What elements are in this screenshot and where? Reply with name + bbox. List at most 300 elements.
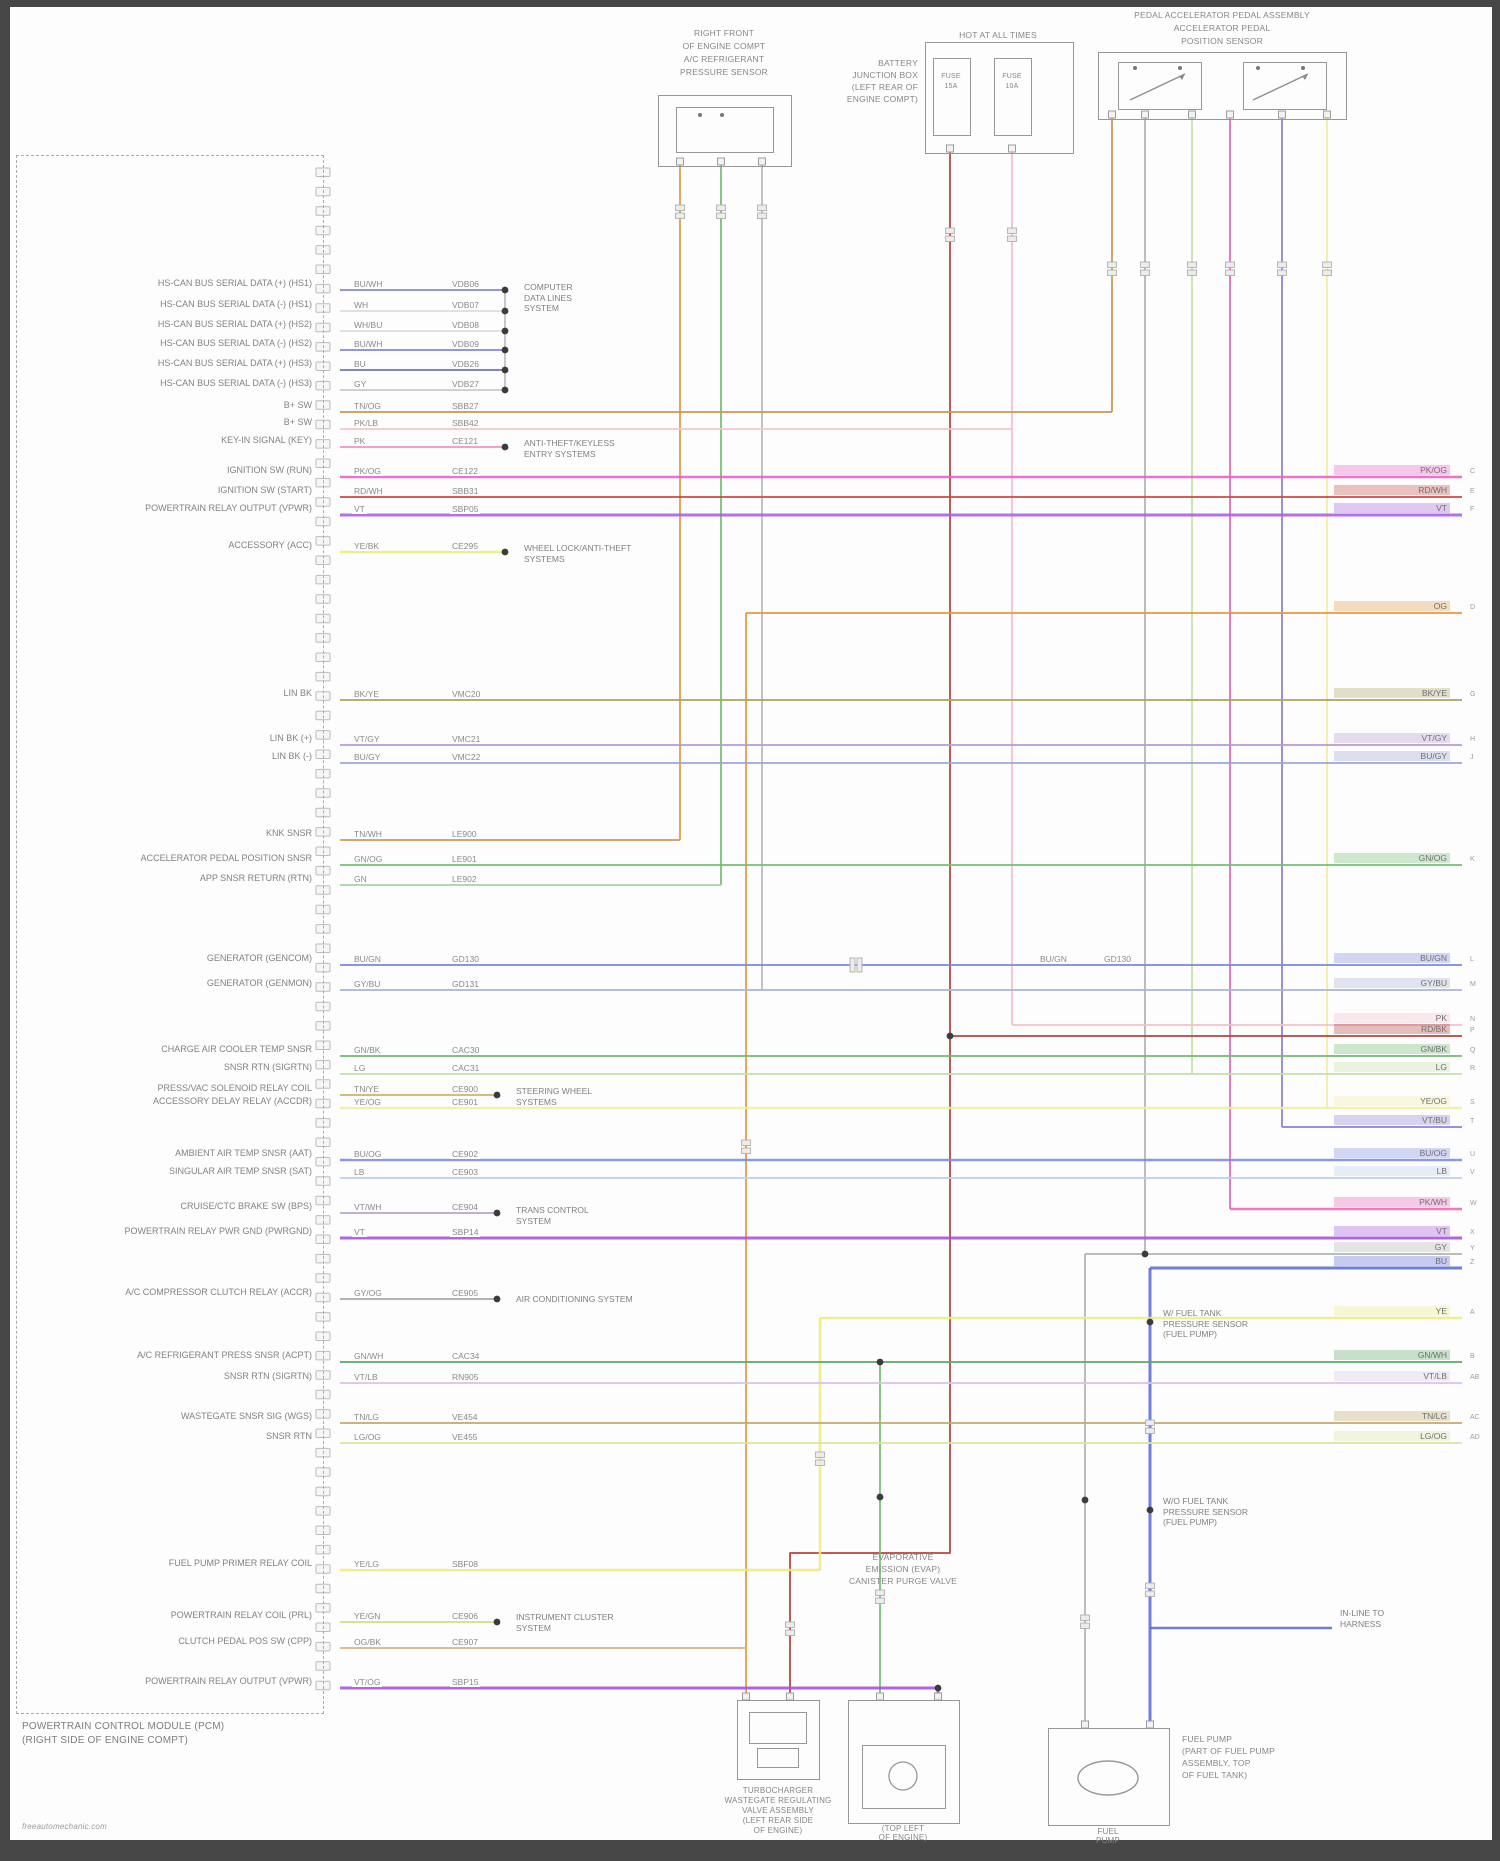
pcm-pin-label: A/C REFRIGERANT PRESS SNSR (ACPT) (137, 1350, 312, 1360)
circuit-number: GD131 (452, 979, 479, 989)
inline-connector (742, 1140, 751, 1146)
circuit-number: LE901 (452, 854, 477, 864)
inline-connector (742, 1148, 751, 1154)
pcm-pin-label: POWERTRAIN RELAY OUTPUT (VPWR) (145, 1676, 312, 1686)
app-sensor-title: ACCELERATOR PEDAL (1173, 23, 1271, 33)
circuit-number: SBB27 (452, 401, 479, 411)
circuit-number: CE907 (452, 1637, 478, 1647)
component-pin (743, 1693, 750, 1700)
connector-pin-letter: D (1470, 604, 1476, 611)
hot-at-all-times-banner: HOT AT ALL TIMES (956, 30, 1040, 41)
inline-connector (1081, 1615, 1090, 1621)
system-note: SYSTEM (516, 1622, 551, 1633)
wire-color-code: BU (354, 359, 366, 369)
pcm-pin-label: CLUTCH PEDAL POS SW (CPP) (178, 1636, 312, 1646)
ac-pressure-sensor-title: A/C REFRIGERANT (683, 54, 765, 64)
pcm-pin-label: IGNITION SW (RUN) (227, 465, 312, 475)
connector-pin-letter: L (1470, 956, 1474, 963)
inline-connector (1081, 1623, 1090, 1629)
wire-color-code: TN/OG (354, 401, 381, 411)
inline-connector (1146, 1428, 1155, 1434)
junction-dot (1082, 1497, 1089, 1504)
wire-color-code: TN/LG (354, 1412, 380, 1422)
wastegate-valve-inner (749, 1712, 807, 1744)
connector-pin-letter: K (1470, 856, 1475, 863)
junction-dot (502, 308, 509, 315)
circuit-number: CE901 (452, 1097, 478, 1107)
inline-connector (1008, 228, 1017, 234)
circuit-number: LE900 (452, 829, 477, 839)
circuit-number: VDB08 (452, 320, 479, 330)
fuel-pump-note: OF FUEL TANK) (1182, 1770, 1248, 1780)
circuit-number: VDB26 (452, 359, 479, 369)
wire-color-code: VT/WH (354, 1202, 382, 1212)
connector-pin-letter: Q (1470, 1047, 1476, 1054)
wire-color-code: BU/GN (1040, 954, 1067, 964)
fuse-box-label: JUNCTION BOX (852, 70, 918, 80)
fuse-2-label: 10A (1005, 83, 1019, 90)
connector-pin-letter: C (1470, 468, 1476, 475)
wire-color-code: PK (354, 436, 366, 446)
wastegate-label: VALVE ASSEMBLY (742, 1806, 814, 1815)
app-sensor-pot-1 (1118, 62, 1202, 110)
component-pin (1082, 1721, 1089, 1728)
inline-connector (857, 958, 862, 972)
pcm-pin-label: HS-CAN BUS SERIAL DATA (-) (HS3) (160, 378, 312, 388)
fuel-pump-note: ASSEMBLY, TOP (1182, 1758, 1251, 1768)
circuit-number: VMC20 (452, 689, 481, 699)
connector-pin-letter: A (1470, 1309, 1475, 1316)
connector-pin-letter: U (1470, 1151, 1476, 1158)
junction-dot (494, 1092, 501, 1099)
wire-color-code-right: VT/LB (1334, 1371, 1450, 1381)
pcm-pin-label: HS-CAN BUS SERIAL DATA (-) (HS2) (160, 338, 312, 348)
wire-color-code: YE/OG (354, 1097, 381, 1107)
junction-dot (502, 287, 509, 294)
circuit-number: CE295 (452, 541, 478, 551)
inline-connector (758, 213, 767, 219)
purge-valve-label: EMISSION (EVAP) (865, 1564, 941, 1574)
junction-dot (494, 1210, 501, 1217)
wire-color-code: BU/GY (354, 752, 381, 762)
connector-pin-letter: G (1470, 691, 1476, 698)
system-note: PRESSURE SENSOR (1163, 1506, 1249, 1517)
pcm-pin-label: LIN BK (-) (271, 751, 312, 761)
wire-color-code-right: VT (1334, 1226, 1450, 1236)
pcm-pin-label: B+ SW (283, 417, 312, 427)
wire-color-code-right: BU/GY (1334, 751, 1450, 761)
circuit-number: VDB07 (452, 300, 479, 310)
junction-dot (502, 367, 509, 374)
pcm-pin-label: LIN BK (+) (269, 733, 312, 743)
wire-color-code: VT (354, 504, 365, 514)
wire-color-code: TN/YE (354, 1084, 380, 1094)
circuit-number: VE454 (452, 1412, 478, 1422)
wire-color-code-right: LG/OG (1334, 1431, 1450, 1441)
component-pin (1147, 1721, 1154, 1728)
component-pin (935, 1693, 942, 1700)
wire-color-code: GN/BK (354, 1045, 381, 1055)
connector-pin-letter: E (1470, 488, 1475, 495)
inline-connector (1008, 236, 1017, 242)
circuit-number: VDB27 (452, 379, 479, 389)
wire-color-code: LB (354, 1167, 365, 1177)
wire-color-code: GY/OG (354, 1288, 382, 1298)
pcm-pin-label: FUEL PUMP PRIMER RELAY COIL (168, 1558, 312, 1568)
connector-pin-letter: H (1470, 736, 1476, 743)
wastegate-label: WASTEGATE REGULATING (724, 1796, 832, 1805)
wire-color-code-right: RD/BK (1334, 1024, 1450, 1034)
pcm-box (16, 155, 324, 1714)
fuse-2-label: FUSE (1002, 73, 1022, 80)
pcm-pin-label: ACCESSORY (ACC) (228, 540, 312, 550)
pcm-pin-label: SNSR RTN (SIGRTN) (223, 1062, 312, 1072)
circuit-number: CE906 (452, 1611, 478, 1621)
system-note: HARNESS (1340, 1618, 1382, 1629)
wire-color-code: BU/WH (354, 279, 383, 289)
inline-connector (1188, 270, 1197, 276)
inline-connector (876, 1598, 885, 1604)
purge-valve-label: CANISTER PURGE VALVE (848, 1576, 958, 1586)
pcm-pin-label: HS-CAN BUS SERIAL DATA (+) (HS1) (157, 278, 312, 288)
wire-color-code-right: YE/OG (1334, 1096, 1450, 1106)
connector-pin-letter: R (1470, 1065, 1476, 1072)
inline-connector (1146, 1591, 1155, 1597)
fuse-1-label: 15A (944, 83, 958, 90)
wire-color-code-right: BU/GN (1334, 953, 1450, 963)
purge-valve-location: OF ENGINE) (878, 1833, 928, 1842)
wire-color-code: PK/OG (354, 466, 381, 476)
pcm-pin-label: POWERTRAIN RELAY OUTPUT (VPWR) (145, 503, 312, 513)
wire-color-code: LG (354, 1063, 366, 1073)
watermark: freeautomechanic.com (22, 1822, 107, 1831)
pcm-pin-label: WASTEGATE SNSR SIG (WGS) (180, 1411, 312, 1421)
inline-connector (946, 236, 955, 242)
pcm-pin-label: ACCELERATOR PEDAL POSITION SNSR (140, 853, 312, 863)
circuit-number: SBP14 (452, 1227, 479, 1237)
circuit-number: CE121 (452, 436, 478, 446)
connector-pin-letter: M (1470, 981, 1476, 988)
ac-pressure-sensor-title: RIGHT FRONT (693, 28, 755, 38)
inline-connector (1323, 270, 1332, 276)
system-note: SYSTEM (516, 1215, 551, 1226)
circuit-number: CE905 (452, 1288, 478, 1298)
wastegate-label: (LEFT REAR SIDE (742, 1816, 814, 1825)
wire-color-code-right: PK/OG (1334, 465, 1450, 475)
connector-pin-letter: N (1470, 1016, 1476, 1023)
wire-color-code-right: PK/WH (1334, 1197, 1450, 1207)
inline-connector (816, 1452, 825, 1458)
pcm-pin-label: CRUISE/CTC BRAKE SW (BPS) (180, 1201, 312, 1211)
ac-pressure-sensor-title: OF ENGINE COMPT (682, 41, 766, 51)
wire-color-code-right: GY/BU (1334, 978, 1450, 988)
purge-valve-label: EVAPORATIVE (872, 1552, 934, 1562)
inline-connector (717, 213, 726, 219)
wire-color-code-right: RD/WH (1334, 485, 1450, 495)
inline-connector (946, 228, 955, 234)
wastegate-label: TURBOCHARGER (742, 1786, 814, 1795)
wire-color-code: GN/OG (354, 854, 383, 864)
circuit-number: VDB06 (452, 279, 479, 289)
wire-color-code: VT (354, 1227, 365, 1237)
pcm-pin-label: GENERATOR (GENCOM) (206, 953, 312, 963)
pcm-pin-label: HS-CAN BUS SERIAL DATA (-) (HS1) (160, 299, 312, 309)
circuit-number: LE902 (452, 874, 477, 884)
circuit-number: CAC31 (452, 1063, 480, 1073)
system-note: IN-LINE TO (1340, 1608, 1385, 1618)
wire-color-code: BU/OG (354, 1149, 382, 1159)
wire-color-code: YE/LG (354, 1559, 380, 1569)
junction-dot (1147, 1507, 1154, 1514)
wire-color-code: PK/LB (354, 418, 379, 428)
fuel-pump-note: FUEL PUMP (1182, 1734, 1233, 1744)
system-note: ANTI-THEFT/KEYLESS (524, 438, 615, 448)
junction-dot (502, 347, 509, 354)
junction-dot (877, 1359, 884, 1366)
inline-connector (1108, 270, 1117, 276)
system-note: (FUEL PUMP) (1163, 1517, 1217, 1527)
circuit-number: SBF08 (452, 1559, 478, 1569)
pcm-caption-2: (RIGHT SIDE OF ENGINE COMPT) (22, 1735, 188, 1746)
circuit-number: CAC34 (452, 1351, 480, 1361)
wire-color-code: BU/GN (354, 954, 381, 964)
inline-connector (1323, 262, 1332, 268)
wastegate-valve-inner2 (757, 1748, 799, 1768)
pcm-pin-label: ACCESSORY DELAY RELAY (ACCDR) (152, 1096, 312, 1106)
junction-dot (947, 1033, 954, 1040)
inline-connector (1278, 262, 1287, 268)
wire-color-code: LG/OG (354, 1432, 381, 1442)
connector-pin-letter: J (1470, 754, 1474, 761)
pcm-pin-label: IGNITION SW (START) (217, 485, 312, 495)
app-sensor-title: POSITION SENSOR (1181, 36, 1263, 46)
inline-connector (1188, 262, 1197, 268)
system-note: STEERING WHEEL (516, 1086, 593, 1096)
system-note: AIR CONDITIONING SYSTEM (516, 1294, 633, 1304)
system-note: W/ FUEL TANK (1163, 1308, 1222, 1318)
inline-connector (1146, 1583, 1155, 1589)
wire-color-code-right: GN/WH (1334, 1350, 1450, 1360)
wire-color-code: VT/LB (354, 1372, 378, 1382)
pcm-pin-label: KEY-IN SIGNAL (KEY) (221, 435, 312, 445)
inline-connector (850, 958, 855, 972)
pcm-pin-label: B+ SW (283, 400, 312, 410)
wire-color-code: VT/GY (354, 734, 380, 744)
circuit-number: SBB31 (452, 486, 479, 496)
wire-color-code: BK/YE (354, 689, 380, 699)
pcm-pin-label: PRESS/VAC SOLENOID RELAY COIL (157, 1083, 312, 1093)
app-sensor-pot-2 (1243, 62, 1327, 110)
inline-connector (816, 1460, 825, 1466)
fuel-pump-label: FUEL (1097, 1827, 1119, 1836)
connector-pin-letter: AD (1470, 1434, 1480, 1441)
wastegate-label: OF ENGINE) (753, 1826, 803, 1835)
pcm-pin-label: SNSR RTN (266, 1431, 312, 1441)
circuit-number: VMC21 (452, 734, 481, 744)
circuit-number: GD130 (452, 954, 479, 964)
fuel-pump-box (1048, 1728, 1170, 1826)
circuit-number: CAC30 (452, 1045, 480, 1055)
fuse-box-label: (LEFT REAR OF (851, 82, 918, 92)
inline-connector (717, 205, 726, 211)
pcm-pin-label: AMBIENT AIR TEMP SNSR (AAT) (175, 1148, 312, 1158)
pcm-caption-1: POWERTRAIN CONTROL MODULE (PCM) (22, 1721, 225, 1732)
component-pin (877, 1693, 884, 1700)
wire-color-code-right: OG (1334, 601, 1450, 611)
pcm-pin-label: GENERATOR (GENMON) (206, 978, 312, 988)
pcm-pin-label: HS-CAN BUS SERIAL DATA (+) (HS2) (157, 319, 312, 329)
circuit-number: CE903 (452, 1167, 478, 1177)
circuit-number: SBB42 (452, 418, 479, 428)
fuse-box-label: BATTERY (878, 58, 918, 68)
wire-color-code-right: VT/BU (1334, 1115, 1450, 1125)
system-note: COMPUTER (524, 282, 573, 292)
purge-valve-inner (862, 1745, 946, 1809)
wire-color-code: GY/BU (354, 979, 381, 989)
pcm-pin-label: SNSR RTN (SIGRTN) (223, 1371, 312, 1381)
app-sensor-title: PEDAL ACCELERATOR PEDAL ASSEMBLY (1134, 10, 1310, 20)
junction-dot (502, 387, 509, 394)
junction-dot (494, 1296, 501, 1303)
pcm-pin-label: APP SNSR RETURN (RTN) (199, 873, 312, 883)
wire-color-code-right: GN/OG (1334, 853, 1450, 863)
wire-color-code-right: PK (1334, 1013, 1450, 1023)
wire-color-code-right: LB (1334, 1166, 1450, 1176)
system-note: SYSTEMS (524, 553, 565, 564)
connector-pin-letter: P (1470, 1027, 1475, 1034)
system-note: W/O FUEL TANK (1163, 1496, 1229, 1506)
connector-pin-letter: Z (1470, 1259, 1475, 1266)
circuit-number: CE900 (452, 1084, 478, 1094)
pcm-pin-label: A/C COMPRESSOR CLUTCH RELAY (ACCR) (125, 1287, 312, 1297)
inline-connector (758, 205, 767, 211)
connector-pin-letter: X (1470, 1229, 1475, 1236)
pcm-pin-label: LIN BK (283, 688, 312, 698)
wire (790, 152, 950, 1700)
system-note: DATA LINES (524, 292, 572, 303)
component-pin (787, 1693, 794, 1700)
system-note: WHEEL LOCK/ANTI-THEFT (524, 543, 632, 553)
connector-pin-letter: B (1470, 1353, 1475, 1360)
pcm-pin-label: CHARGE AIR COOLER TEMP SNSR (161, 1044, 312, 1054)
wire-color-code: TN/WH (354, 829, 382, 839)
inline-connector (676, 213, 685, 219)
circuit-number: SBP15 (452, 1677, 479, 1687)
wire-color-code: BU/WH (354, 339, 383, 349)
wire-color-code-right: BU (1334, 1256, 1450, 1266)
wire-color-code: WH (354, 300, 369, 310)
system-note: (FUEL PUMP) (1163, 1329, 1217, 1339)
wire-color-code-right: BK/YE (1334, 688, 1450, 698)
inline-connector (1278, 270, 1287, 276)
system-note: INSTRUMENT CLUSTER (516, 1612, 614, 1622)
wire-color-code-right: BU/OG (1334, 1148, 1450, 1158)
circuit-number: RN905 (452, 1372, 479, 1382)
wire-color-code: YE/BK (354, 541, 380, 551)
system-note: TRANS CONTROL (516, 1205, 589, 1215)
wire-color-code: WH/BU (354, 320, 383, 330)
wire-color-code-right: VT (1334, 503, 1450, 513)
circuit-number: CE904 (452, 1202, 478, 1212)
connector-pin-letter: AB (1470, 1374, 1480, 1381)
wire-color-code: OG/BK (354, 1637, 381, 1647)
inline-connector (876, 1590, 885, 1596)
wire-color-code: RD/WH (354, 486, 383, 496)
circuit-number: GD130 (1104, 954, 1131, 964)
junction-dot (494, 1619, 501, 1626)
fuse-1-label: FUSE (941, 73, 961, 80)
junction-dot (935, 1685, 942, 1692)
pcm-pin-label: HS-CAN BUS SERIAL DATA (+) (HS3) (157, 358, 312, 368)
inline-connector (1141, 262, 1150, 268)
wire-color-code-right: TN/LG (1334, 1411, 1450, 1421)
connector-pin-letter: Y (1470, 1245, 1475, 1252)
inline-connector (1146, 1420, 1155, 1426)
junction-dot (877, 1494, 884, 1501)
wire-color-code: GN/WH (354, 1351, 384, 1361)
ac-pressure-sensor-title: PRESSURE SENSOR (679, 67, 769, 77)
circuit-number: SBP05 (452, 504, 479, 514)
connector-pin-letter: W (1470, 1200, 1477, 1207)
junction-dot (1142, 1251, 1149, 1258)
pcm-pin-label: KNK SNSR (265, 828, 312, 838)
system-note: SYSTEM (524, 303, 559, 313)
wire-color-code-right: GY (1334, 1242, 1450, 1252)
connector-pin-letter: AC (1470, 1414, 1480, 1421)
fuel-pump-note: (PART OF FUEL PUMP (1182, 1746, 1276, 1756)
wire-color-code-right: VT/GY (1334, 733, 1450, 743)
system-note: ENTRY SYSTEMS (524, 448, 596, 459)
connector-pin-letter: T (1470, 1118, 1475, 1125)
connector-pin-letter: S (1470, 1099, 1475, 1106)
junction-dot (1147, 1319, 1154, 1326)
circuit-number: CE902 (452, 1149, 478, 1159)
circuit-number: CE122 (452, 466, 478, 476)
inline-connector (1108, 262, 1117, 268)
inline-connector (786, 1630, 795, 1636)
fuel-pump-label: PUMP (1096, 1836, 1120, 1845)
pcm-pin-label: SINGULAR AIR TEMP SNSR (SAT) (168, 1166, 312, 1176)
wire-color-code-right: GN/BK (1334, 1044, 1450, 1054)
wire-color-code: VT/OG (354, 1677, 381, 1687)
junction-dot (502, 328, 509, 335)
system-note: PRESSURE SENSOR (1163, 1318, 1249, 1329)
fuse-1 (933, 58, 971, 136)
inline-connector (786, 1622, 795, 1628)
inline-connector (1226, 270, 1235, 276)
circuit-number: VE455 (452, 1432, 478, 1442)
connector-pin-letter: V (1470, 1169, 1475, 1176)
pcm-pin-label: POWERTRAIN RELAY COIL (PRL) (170, 1610, 312, 1620)
circuit-number: VDB09 (452, 339, 479, 349)
wire-color-code: GY (354, 379, 367, 389)
wire-color-code-right: LG (1334, 1062, 1450, 1072)
inline-connector (676, 205, 685, 211)
inline-connector (1141, 270, 1150, 276)
purge-valve-location: (TOP LEFT (881, 1824, 925, 1833)
junction-dot (502, 444, 509, 451)
ac-pressure-sensor-inner (676, 107, 774, 153)
pcm-pin-label: POWERTRAIN RELAY PWR GND (PWRGND) (124, 1226, 312, 1236)
fuse-2 (994, 58, 1032, 136)
connector-pin-letter: F (1470, 506, 1475, 513)
wire-color-code: GN (354, 874, 367, 884)
fuse-box-label: ENGINE COMPT) (846, 94, 918, 104)
inline-connector (1226, 262, 1235, 268)
system-note: SYSTEMS (516, 1096, 557, 1107)
wire-color-code: YE/GN (354, 1611, 381, 1621)
junction-dot (502, 549, 509, 556)
